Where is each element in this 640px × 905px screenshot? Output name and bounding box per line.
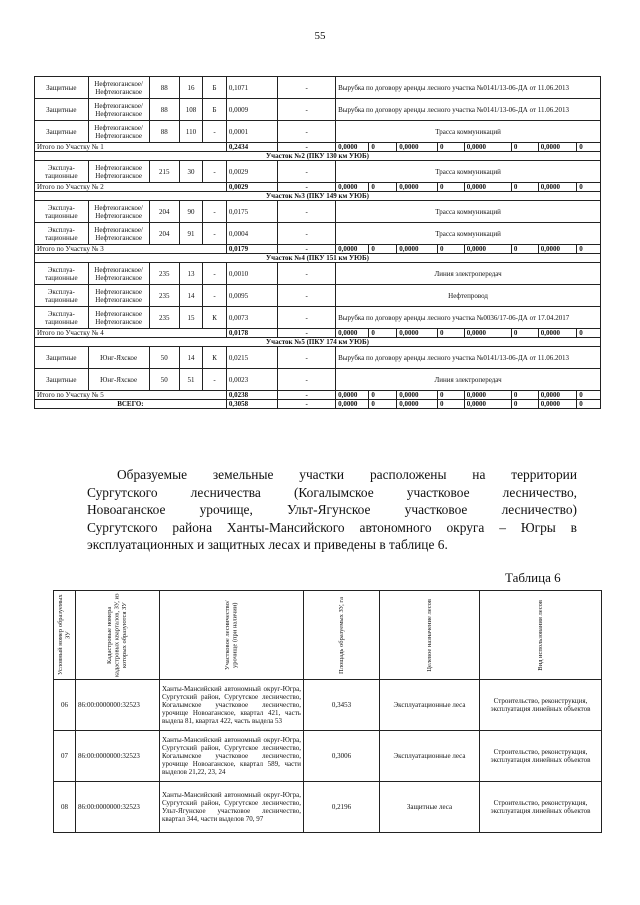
dash: -: [278, 285, 336, 307]
subtotal-label: Итого по Участку № 3: [35, 245, 227, 254]
plot-number: 14: [179, 285, 203, 307]
paragraph-line: Новоаганское урочище, Ульт-Ягунское участковое лесничество): [87, 502, 577, 518]
subtotal-row: [35, 245, 601, 254]
subtotal-label: Итого по Участку № 1: [35, 143, 227, 152]
dash: -: [278, 223, 336, 245]
section-title-row: [35, 152, 601, 161]
dash: -: [278, 121, 336, 143]
purpose: Нефтепровод: [336, 285, 601, 307]
subtotal-value: 0: [577, 245, 601, 254]
paragraph-line: Образуемые земельные участки расположены на территории: [117, 467, 577, 482]
subtotal-value: 0: [437, 245, 464, 254]
mark: -: [203, 223, 227, 245]
subtotal-value: 0,0000: [397, 245, 438, 254]
area: 0,0073: [226, 307, 277, 329]
plot-number: 108: [179, 99, 203, 121]
section-title: Участок №3 (ПКУ 149 км УЮБ): [35, 192, 601, 201]
forestry-name: Нефтеюганское Нефтеюганское: [88, 307, 149, 329]
location: Ханты-Мансийский автономный округ-Югра, Сургутский район, Сургутское лесничество, Когалымское участковое лесничество, урочище Новоаганское, квартал 589, части выделов 21,22, 23, 24: [160, 731, 304, 782]
area: 0,0009: [226, 99, 277, 121]
plot-number: 06: [54, 680, 76, 731]
subtotal-label: Итого по Участку № 5: [35, 391, 227, 400]
table-row: [54, 782, 602, 833]
subtotal-area: 0,0179: [226, 245, 277, 254]
forest-category: Эксплуа-тационные: [35, 263, 89, 285]
mark: -: [203, 121, 227, 143]
table-row: [35, 285, 601, 307]
grand-total-value: 0,0000: [538, 400, 577, 409]
subtotal-value: 0: [511, 143, 538, 152]
grand-total-row: [35, 400, 601, 409]
paragraph-line: Сургутского лесничества (Когалымское участковое лесничество,: [87, 484, 577, 500]
forest-use: Строительство, реконструкция, эксплуатация линейных объектов: [480, 731, 602, 782]
subtotal-value: 0: [511, 329, 538, 338]
dash: -: [278, 391, 336, 400]
forest-purpose: Защитные леса: [380, 782, 480, 833]
subtotal-value: 0: [437, 391, 464, 400]
cadastral-number: 86:00:0000000:32523: [76, 782, 160, 833]
quarter-number: 50: [149, 369, 179, 391]
header-cell: Целевое назначение лесов: [380, 591, 480, 680]
subtotal-value: 0,0000: [397, 391, 438, 400]
section-title-row: [35, 192, 601, 201]
area: 0,0175: [226, 201, 277, 223]
subtotal-value: 0: [369, 245, 397, 254]
forest-use: Строительство, реконструкция, эксплуатация линейных объектов: [480, 782, 602, 833]
dash: -: [278, 369, 336, 391]
grand-total-value: 0: [437, 400, 464, 409]
subtotal-label: Итого по Участку № 2: [35, 183, 227, 192]
subtotal-value: 0: [437, 183, 464, 192]
plot-number: 90: [179, 201, 203, 223]
header-cell: Условный номер образуемых ЗУ: [54, 591, 76, 680]
grand-total-value: 0: [511, 400, 538, 409]
area: 0,0004: [226, 223, 277, 245]
subtotal-value: 0,0000: [538, 143, 577, 152]
grand-total-label: ВСЕГО:: [35, 400, 227, 409]
quarter-number: 88: [149, 121, 179, 143]
purpose: Вырубка по договору аренды лесного участка №0141/13-06-ДА от 11.06.2013: [336, 99, 601, 121]
plot-number: 91: [179, 223, 203, 245]
quarter-number: 235: [149, 263, 179, 285]
grand-total-value: 0,0000: [336, 400, 369, 409]
header-cell: Вид использования лесов: [480, 591, 602, 680]
subtotal-row: [35, 329, 601, 338]
subtotal-value: 0,0000: [336, 391, 369, 400]
forest-use: Строительство, реконструкция, эксплуатация линейных объектов: [480, 680, 602, 731]
plot-number: 30: [179, 161, 203, 183]
table-row: [35, 201, 601, 223]
paragraph-line: Сургутского района Ханты-Мансийского автономного округа – Югры в: [87, 519, 577, 535]
subtotal-area: 0,0238: [226, 391, 277, 400]
area: 0,1071: [226, 77, 277, 99]
purpose: Вырубка по договору аренды лесного участка №0036/17-06-ДА от 17.04.2017: [336, 307, 601, 329]
section-title-row: [35, 338, 601, 347]
table-row: [35, 263, 601, 285]
plot-number: 16: [179, 77, 203, 99]
location: Ханты-Мансийский автономный округ-Югра, Сургутский район, Сургутское лесничество, Ульт-Ягунское участковое лесничество, квартал 344, части выделов 70, 97: [160, 782, 304, 833]
dash: -: [278, 143, 336, 152]
subtotal-value: 0: [511, 391, 538, 400]
dash: -: [278, 99, 336, 121]
subtotal-value: 0,0000: [464, 329, 511, 338]
forestry-name: Нефтеюганское/ Нефтеюганское: [88, 77, 149, 99]
header-cell: Участковое лесничество/урочище (при наличии): [160, 591, 304, 680]
purpose: Трасса коммуникаций: [336, 161, 601, 183]
subtotal-value: 0: [437, 143, 464, 152]
forest-category: Эксплуа-тационные: [35, 285, 89, 307]
plot-number: 13: [179, 263, 203, 285]
forestry-name: Нефтеюганское/ Нефтеюганское: [88, 201, 149, 223]
purpose: Вырубка по договору аренды лесного участка №0141/13-06-ДА от 11.06.2013: [336, 77, 601, 99]
forest-category: Защитные: [35, 347, 89, 369]
paragraph-line: эксплуатационных и защитных лесах и приведены в таблице 6.: [87, 537, 448, 553]
quarter-number: 204: [149, 201, 179, 223]
subtotal-value: 0: [511, 183, 538, 192]
grand-total-value: 0,0000: [464, 400, 511, 409]
dash: -: [278, 77, 336, 99]
subtotal-value: 0,0000: [538, 183, 577, 192]
forest-plots-table: [34, 76, 601, 409]
dash: -: [278, 245, 336, 254]
dash: -: [278, 263, 336, 285]
forest-purpose: Эксплуатационные леса: [380, 731, 480, 782]
forestry-name: Нефтеюганское/ Нефтеюганское: [88, 263, 149, 285]
grand-total-value: 0,0000: [397, 400, 438, 409]
dash: -: [278, 329, 336, 338]
section-title: Участок №2 (ПКУ 130 км УЮБ): [35, 152, 601, 161]
forest-category: Защитные: [35, 369, 89, 391]
area: 0,0215: [226, 347, 277, 369]
section-title-row: [35, 254, 601, 263]
page-number: 55: [314, 30, 326, 42]
subtotal-value: 0,0000: [464, 183, 511, 192]
purpose: Линия электропередач: [336, 369, 601, 391]
subtotal-value: 0: [369, 329, 397, 338]
table-row: [35, 369, 601, 391]
subtotal-area: 0,0178: [226, 329, 277, 338]
subtotal-value: 0: [369, 183, 397, 192]
forest-purpose: Эксплуатационные леса: [380, 680, 480, 731]
forestry-name: Юнг-Яхское: [88, 369, 149, 391]
subtotal-value: 0,0000: [397, 183, 438, 192]
dash: -: [278, 307, 336, 329]
forestry-name: Нефтеюганское/ Нефтеюганское: [88, 99, 149, 121]
subtotal-value: 0,0000: [464, 391, 511, 400]
purpose: Трасса коммуникаций: [336, 201, 601, 223]
grand-total-value: 0: [577, 400, 601, 409]
section-title: Участок №5 (ПКУ 174 км УЮБ): [35, 338, 601, 347]
area: 0,0010: [226, 263, 277, 285]
grand-total-area: 0,3058: [226, 400, 277, 409]
subtotal-value: 0: [369, 143, 397, 152]
mark: К: [203, 347, 227, 369]
dash: -: [278, 161, 336, 183]
subtotal-value: 0,0000: [538, 329, 577, 338]
quarter-number: 215: [149, 161, 179, 183]
plot-number: 51: [179, 369, 203, 391]
subtotal-value: 0,0000: [336, 143, 369, 152]
area: 0,0095: [226, 285, 277, 307]
plot-number: 110: [179, 121, 203, 143]
dash: -: [278, 183, 336, 192]
quarter-number: 50: [149, 347, 179, 369]
subtotal-value: 0,0000: [464, 245, 511, 254]
forest-category: Защитные: [35, 121, 89, 143]
subtotal-value: 0: [369, 391, 397, 400]
subtotal-area: 0,2434: [226, 143, 277, 152]
area: 0,3453: [304, 680, 380, 731]
quarter-number: 235: [149, 285, 179, 307]
area: 0,0029: [226, 161, 277, 183]
cadastral-number: 86:00:0000000:32523: [76, 731, 160, 782]
forest-category: Защитные: [35, 77, 89, 99]
subtotal-row: [35, 391, 601, 400]
quarter-number: 235: [149, 307, 179, 329]
area: 0,3006: [304, 731, 380, 782]
mark: -: [203, 369, 227, 391]
description-paragraph: [87, 466, 577, 554]
subtotal-value: 0: [577, 391, 601, 400]
area: 0,2196: [304, 782, 380, 833]
table-header-row: [54, 591, 602, 680]
purpose: Вырубка по договору аренды лесного участка №0141/13-06-ДА от 11.06.2013: [336, 347, 601, 369]
header-cell: Площадь образуемых ЗУ, га: [304, 591, 380, 680]
subtotal-value: 0: [511, 245, 538, 254]
forestry-name: Нефтеюганское Нефтеюганское: [88, 161, 149, 183]
subtotal-value: 0,0000: [397, 143, 438, 152]
subtotal-area: 0,0029: [226, 183, 277, 192]
subtotal-value: 0: [577, 183, 601, 192]
forest-category: Защитные: [35, 99, 89, 121]
table-caption: Таблица 6: [505, 570, 561, 585]
mark: -: [203, 285, 227, 307]
plot-number: 07: [54, 731, 76, 782]
subtotal-value: 0: [437, 329, 464, 338]
plot-number: 15: [179, 307, 203, 329]
mark: -: [203, 201, 227, 223]
purpose: Трасса коммуникаций: [336, 121, 601, 143]
subtotal-value: 0,0000: [336, 245, 369, 254]
grand-total-value: 0: [369, 400, 397, 409]
table-row: [35, 223, 601, 245]
table-row: [54, 680, 602, 731]
subtotal-value: 0,0000: [397, 329, 438, 338]
mark: -: [203, 263, 227, 285]
table-row: [35, 307, 601, 329]
forestry-name: Юнг-Яхское: [88, 347, 149, 369]
dash: -: [278, 347, 336, 369]
quarter-number: 88: [149, 77, 179, 99]
quarter-number: 204: [149, 223, 179, 245]
table-row: [35, 121, 601, 143]
subtotal-row: [35, 143, 601, 152]
mark: -: [203, 161, 227, 183]
dash: -: [278, 400, 336, 409]
table-row: [35, 77, 601, 99]
forest-category: Эксплуа-тационные: [35, 307, 89, 329]
table-row: [35, 347, 601, 369]
header-cell: Кадастровые номера кадастровых кварталов, ЗУ, из которых образуются ЗУ: [76, 591, 160, 680]
mark: К: [203, 307, 227, 329]
dash: -: [278, 201, 336, 223]
plot-number: 08: [54, 782, 76, 833]
purpose: Линия электропередач: [336, 263, 601, 285]
table-row: [54, 731, 602, 782]
location: Ханты-Мансийский автономный округ-Югра, Сургутский район, Сургутское лесничество, Когалымское участковое лесничество, урочище Новоаганское, квартал 421, часть выдела 81, квартал 422, часть выдела 53: [160, 680, 304, 731]
subtotal-value: 0,0000: [538, 245, 577, 254]
table-row: [35, 161, 601, 183]
mark: Б: [203, 77, 227, 99]
subtotal-value: 0: [577, 143, 601, 152]
subtotal-row: [35, 183, 601, 192]
subtotal-label: Итого по Участку № 4: [35, 329, 227, 338]
subtotal-value: 0,0000: [464, 143, 511, 152]
forest-category: Эксплуа-тационные: [35, 223, 89, 245]
section-title: Участок №4 (ПКУ 151 км УЮБ): [35, 254, 601, 263]
forestry-name: Нефтеюганское Нефтеюганское: [88, 285, 149, 307]
quarter-number: 88: [149, 99, 179, 121]
subtotal-value: 0,0000: [336, 329, 369, 338]
mark: Б: [203, 99, 227, 121]
table-row: [35, 99, 601, 121]
subtotal-value: 0: [577, 329, 601, 338]
area: 0,0001: [226, 121, 277, 143]
plot-number: 14: [179, 347, 203, 369]
cadastral-number: 86:00:0000000:32523: [76, 680, 160, 731]
forestry-name: Нефтеюганское/ Нефтеюганское: [88, 223, 149, 245]
subtotal-value: 0,0000: [336, 183, 369, 192]
forest-category: Эксплуа-тационные: [35, 161, 89, 183]
forestry-name: Нефтеюганское/ Нефтеюганское: [88, 121, 149, 143]
subtotal-value: 0,0000: [538, 391, 577, 400]
table-6: [53, 590, 602, 833]
purpose: Трасса коммуникаций: [336, 223, 601, 245]
forest-category: Эксплуа-тационные: [35, 201, 89, 223]
area: 0,0023: [226, 369, 277, 391]
